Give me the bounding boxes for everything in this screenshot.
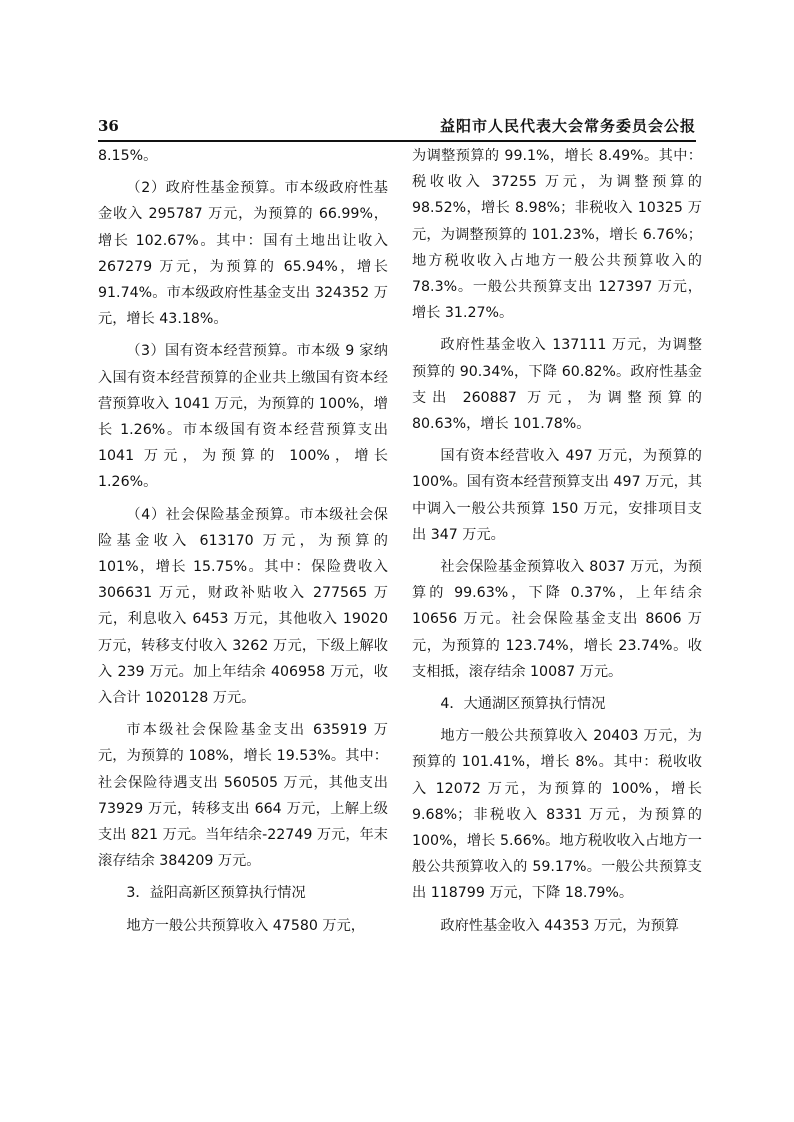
paragraph-government-fund-budget: （2）政府性基金预算。市本级政府性基金收入 295787 万元，为预算的 66.99%，增长 102.67%。其中：国有土地出让收入 267279 万元，为预算的 65.94%，增长 91.74%。市本级政府性基金支出 324352 万元，增长 43.18%。 <box>98 180 388 328</box>
paragraph-gaoxin-income-continued: 为调整预算的 99.1%，增长 8.49%。其中：税收收入 37255 万元，为调整预算的 98.52%，增长 8.98%；非税收入 10325 万元，为调整预算的 101.23%，增长 6.76%；地方税收收入占地方一般公共预算收入的 78.3%。一般公共预算支出 127397 万元，增长 31.27%。 <box>412 148 702 322</box>
paragraph-continuation: 8.15%。 <box>98 148 158 164</box>
page-header <box>98 112 696 142</box>
journal-title: 益阳市人民代表大会常务委员会公报 <box>439 117 696 135</box>
paragraph-datonghu-income: 地方一般公共预算收入 20403 万元，为预算的 101.41%，增长 8%。其中：税收收入 12072 万元，为预算的 100%，增长 9.68%；非税收入 8331 万元，为预算的 100%，增长 5.66%。地方税收收入占地方一般公共预算收入的 59.17%。一般公共预算支出 118799 万元，下降 18.79%。 <box>412 728 702 902</box>
paragraph-gaoxin-government-fund: 政府性基金收入 137111 万元，为调整预算的 90.34%，下降 60.82%。政府性基金支出 260887 万元，为调整预算的 80.63%，增长 101.78%。 <box>412 337 702 433</box>
section-heading-datonghu: 4．大通湖区预算执行情况 <box>440 696 606 713</box>
paragraph-gaoxin-social-insurance: 社会保险基金预算收入 8037 万元，为预算的 99.63%，下降 0.37%，上年结余 10656 万元。社会保险基金支出 8606 万元，为预算的 123.74%，增长 23.74%。收支相抵，滚存结余 10087 万元。 <box>412 559 702 680</box>
section-heading-gaoxin: 3．益阳高新区预算执行情况 <box>126 885 306 902</box>
paragraph-gaoxin-income-start: 地方一般公共预算收入 47580 万元， <box>126 917 365 934</box>
paragraph-social-insurance-income: （4）社会保险基金预算。市本级社会保险基金收入 613170 万元，为预算的 101%，增长 15.75%。其中：保险费收入 306631 万元，财政补贴收入 277565 万元，利息收入 6453 万元，其他收入 19020 万元，转移支付收入 3262 万元，下级上解收入 239 万元。加上年结余 406958 万元，收入合计 1020128 万元。 <box>98 506 388 707</box>
page-number: 36 <box>98 117 119 135</box>
left-column <box>98 143 388 939</box>
right-column <box>412 143 702 939</box>
paragraph-gaoxin-state-capital: 国有资本经营收入 497 万元，为预算的 100%。国有资本经营预算支出 497 万元，其中调入一般公共预算 150 万元，安排项目支出 347 万元。 <box>412 448 702 543</box>
paragraph-state-capital-budget: （3）国有资本经营预算。市本级 9 家纳入国有资本经营预算的企业共上缴国有资本经营预算收入 1041 万元，为预算的 100%，增长 1.26%。市本级国有资本经营预算支出 1041 万元，为预算的 100%，增长 1.26%。 <box>98 343 388 491</box>
paragraph-datonghu-government-fund-start: 政府性基金收入 44353 万元，为预算 <box>440 917 679 934</box>
paragraph-social-insurance-expenditure: 市本级社会保险基金支出 635919 万元，为预算的 108%，增长 19.53%。其中：社会保险待遇支出 560505 万元，其他支出 73929 万元，转移支出 664 万元，上解上级支出 821 万元。当年结余-22749 万元，年末滚存结余 384209 万元。 <box>98 722 388 870</box>
